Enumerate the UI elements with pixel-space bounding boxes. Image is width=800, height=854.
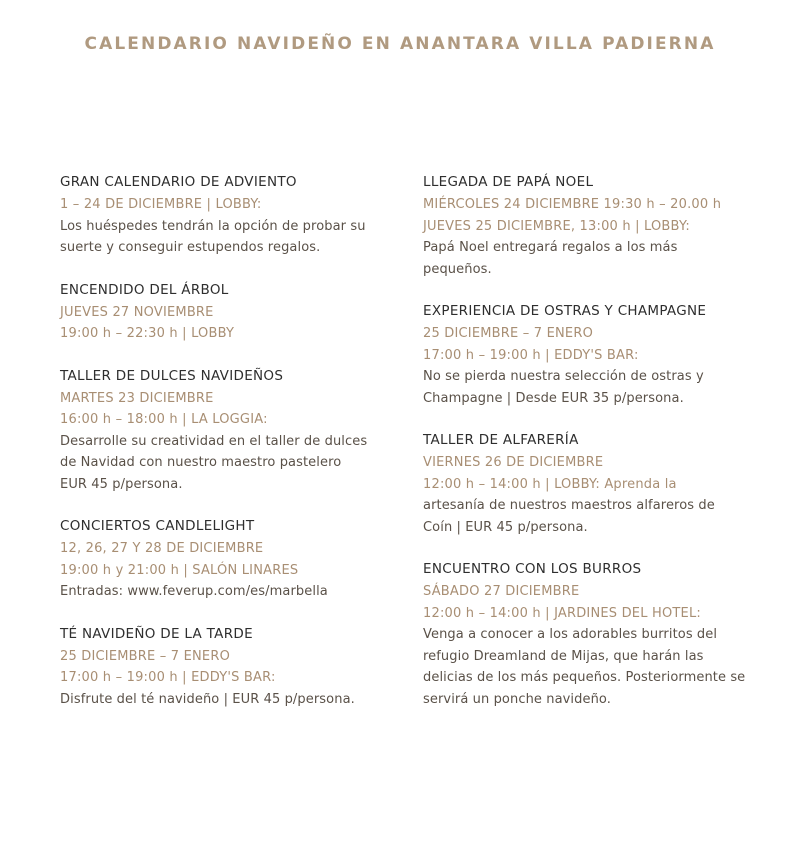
event-description: servirá un ponche navideño. [423,691,611,707]
event-description: delicias de los más pequeños. Posteriormente se [423,670,746,685]
event-date: MIÉRCOLES 24 DICIEMBRE 19:30 h – 20.00 h [423,197,722,212]
event-description: Entradas: www.feverup.com/es/marbella [60,584,328,599]
event-date: SÁBADO 27 DICIEMBRE [423,584,580,599]
event-oysters-champagne [423,301,768,409]
event-title: ENCENDIDO DEL ÁRBOL [60,281,229,298]
event-description: EUR 45 p/persona. [60,476,183,492]
event-description: refugio Dreamland de Mijas, que harán las [423,648,704,664]
event-title: GRAN CALENDARIO DE ADVIENTO [60,174,297,190]
event-date: 25 DICIEMBRE – 7 ENERO [423,326,594,341]
event-description: artesanía de nuestros maestros alfareros de [423,498,715,513]
event-sweets-workshop [60,366,390,496]
event-description: Venga a conocer a los adorables burritos del [423,627,718,642]
event-title: TÉ NAVIDEÑO DE LA TARDE [60,625,253,642]
event-description: No se pierda nuestra selección de ostras y [423,369,704,384]
event-title: TALLER DE DULCES NAVIDEÑOS [60,367,284,384]
event-schedule: 12:00 h – 14:00 h | LOBBY: Aprenda la [423,476,677,492]
event-title: EXPERIENCIA DE OSTRAS Y CHAMPAGNE [423,303,707,319]
right-column [423,172,768,731]
event-title: ENCUENTRO CON LOS BURROS [423,561,642,577]
event-title: LLEGADA DE PAPÁ NOEL [423,174,594,190]
event-description: pequeños. [423,261,492,277]
event-pottery-workshop [423,430,768,538]
event-description: Champagne | Desde EUR 35 p/persona. [423,390,684,406]
event-schedule: 17:00 h – 19:00 h | EDDY'S BAR: [423,347,639,363]
event-schedule: 19:00 h y 21:00 h | SALÓN LINARES [60,562,299,578]
event-candlelight-concerts [60,516,390,603]
event-schedule: 17:00 h – 19:00 h | EDDY'S BAR: [60,670,276,685]
event-schedule: 12:00 h – 14:00 h | JARDINES DEL HOTEL: [423,605,701,621]
event-tree-lighting [60,280,390,345]
event-title: TALLER DE ALFARERÍA [423,432,579,448]
event-date: MARTES 23 DICIEMBRE [60,390,214,406]
event-schedule: JUEVES 25 DICIEMBRE, 13:00 h | LOBBY: [423,218,690,234]
page-title: CALENDARIO NAVIDEÑO EN ANANTARA VILLA PADIERNA [84,34,716,54]
event-description: Desarrolle su creatividad en el taller de dulces [60,433,368,449]
event-description: suerte y conseguir estupendos regalos. [60,240,321,255]
left-column [60,172,390,731]
event-description: de Navidad con nuestro maestro pastelero [60,455,342,470]
event-schedule: 19:00 h – 22:30 h | LOBBY [60,326,235,341]
event-schedule: 1 – 24 DE DICIEMBRE | LOBBY: [60,197,262,212]
event-date: 12, 26, 27 Y 28 DE DICIEMBRE [60,541,264,556]
event-afternoon-tea [60,624,390,711]
event-description: Los huéspedes tendrán la opción de probar su [60,218,366,234]
event-donkeys-meeting [423,559,768,710]
event-santa-arrival [423,172,768,280]
event-schedule: 16:00 h – 18:00 h | LA LOGGIA: [60,412,268,427]
event-date: VIERNES 26 DE DICIEMBRE [423,455,604,470]
event-date: JUEVES 27 NOVIEMBRE [60,304,214,320]
event-description: Coín | EUR 45 p/persona. [423,519,588,535]
event-advent-calendar [60,172,390,259]
event-title: CONCIERTOS CANDLELIGHT [60,518,255,534]
event-description: Papá Noel entregará regalos a los más [423,240,678,255]
event-date: 25 DICIEMBRE – 7 ENERO [60,648,231,664]
event-description: Disfrute del té navideño | EUR 45 p/persona. [60,691,355,707]
